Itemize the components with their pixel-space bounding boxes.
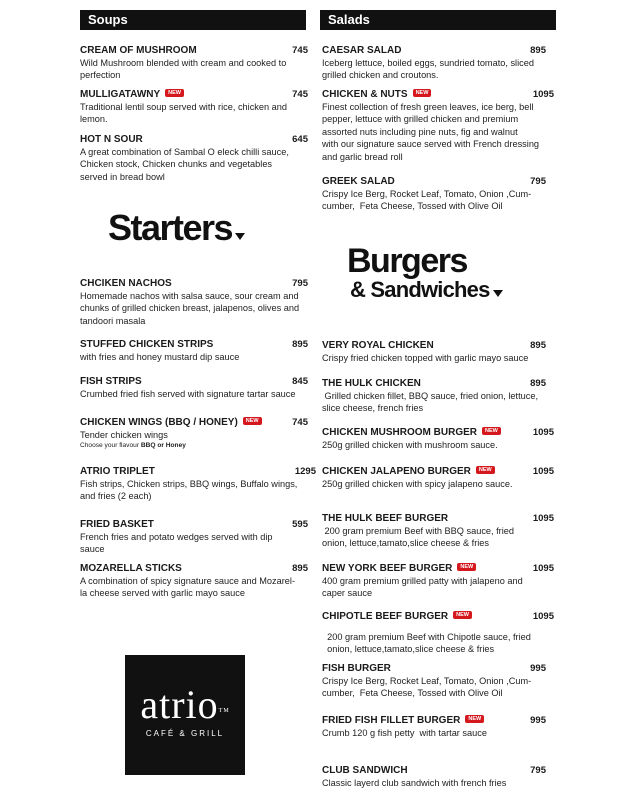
item-name-text: CAESAR SALAD <box>322 45 402 56</box>
item-name <box>80 375 316 388</box>
starters-title: Starters <box>108 207 233 248</box>
menu-item <box>80 562 316 600</box>
item-description-line: 400 gram premium grilled patty with jalapeno and <box>322 576 523 586</box>
item-description-line: Grilled chicken fillet, BBQ sauce, fried onion, lettuce, <box>322 391 539 401</box>
item-description-line: tandoori masala <box>80 315 146 326</box>
item-price: 645 <box>292 134 308 145</box>
item-name-text: CREAM OF MUSHROOM <box>80 45 197 56</box>
item-name-text: THE HULK BEEF BURGER <box>322 513 449 524</box>
salads-title: Salads <box>328 12 370 27</box>
item-description-line: la cheese served with garlic mayo sauce <box>80 588 245 599</box>
item-description-line: Crispy fried chicken topped with garlic mayo sauce <box>322 353 529 363</box>
menu-item <box>322 714 554 739</box>
item-description-line: chunks of grilled chicken breast, jalapenos, olives and <box>80 303 300 314</box>
item-name-text: CLUB SANDWICH <box>322 765 408 776</box>
item-price: 1095 <box>532 513 554 524</box>
menu-item <box>80 338 316 363</box>
menu-item <box>322 175 554 213</box>
item-name <box>322 610 554 623</box>
item-price: 595 <box>292 519 308 530</box>
item-name-text: GREEK SALAD <box>322 176 395 187</box>
item-price: 795 <box>530 176 546 187</box>
burgers-heading <box>347 244 467 278</box>
item-price: 995 <box>530 663 546 674</box>
menu-item <box>322 465 554 490</box>
menu-item <box>322 512 554 550</box>
item-description-line: with fries and honey mustard dip sauce <box>80 352 240 362</box>
item-description-line: Crispy Ice Berg, Rocket Leaf, Tomato, Onion ,Cum- <box>322 676 532 686</box>
new-badge: NEW <box>482 427 501 435</box>
item-name <box>322 339 554 352</box>
item-description-line: cumber, Feta Cheese, Tossed with Olive Oil <box>322 201 503 212</box>
menu-item <box>322 339 554 364</box>
item-price: 895 <box>530 45 546 56</box>
item-name <box>322 426 554 439</box>
item-description-line: Traditional lentil soup served with rice, chicken and <box>80 102 287 112</box>
item-name <box>80 44 316 57</box>
item-name <box>80 133 316 146</box>
menu-item <box>322 426 554 451</box>
soups-title: Soups <box>88 12 128 27</box>
item-price: 745 <box>292 45 308 56</box>
item-name-text: CHIPOTLE BEEF BURGER <box>322 611 449 622</box>
menu-item <box>80 375 316 400</box>
item-price: 795 <box>292 278 308 289</box>
menu-item <box>80 465 316 503</box>
item-price: 1095 <box>532 563 554 574</box>
item-description-line: Finest collection of fresh green leaves, ice berg, bell <box>322 102 534 112</box>
item-description-line: A combination of spicy signature sauce and Mozarel- <box>80 576 295 586</box>
item-description-line: caper sauce <box>322 588 373 599</box>
item-price: 845 <box>292 376 308 387</box>
item-note-bold: BBQ or Honey <box>140 442 186 450</box>
logo-tagline: CAFÉ & GRILL <box>145 729 225 738</box>
item-description-line: Wild Mushroom blended with cream and cooked to <box>80 58 287 68</box>
new-badge: NEW <box>243 417 262 425</box>
item-price: 895 <box>530 378 546 389</box>
item-name-text: CHCIKEN NACHOS <box>80 278 172 289</box>
item-description-line: Fish strips, Chicken strips, BBQ wings, Buffalo wings, <box>80 479 298 489</box>
item-name <box>322 44 554 57</box>
burgers-title-line1: Burgers <box>347 242 467 280</box>
item-description-line: grilled chicken and croutons. <box>322 70 439 81</box>
item-price: 1295 <box>294 466 316 477</box>
item-price: 1095 <box>532 466 554 477</box>
new-badge: NEW <box>165 89 184 97</box>
menu-item <box>80 133 316 183</box>
item-name <box>322 714 554 727</box>
menu-item <box>322 562 554 600</box>
logo-word: atrio <box>140 682 219 727</box>
item-description-line: onion, lettuce,tamato,slice cheese & fries <box>322 644 495 655</box>
new-badge: NEW <box>476 466 495 474</box>
item-name <box>80 518 316 531</box>
item-description-line: Tender chicken wings <box>80 430 168 440</box>
item-description-line: Crumbed fried fish served with signature tartar sauce <box>80 389 296 399</box>
item-name <box>80 562 316 575</box>
item-name <box>80 465 316 478</box>
menu-item <box>80 277 316 327</box>
item-name-text: CHICKEN & NUTS <box>322 89 408 100</box>
item-price: 795 <box>530 765 546 776</box>
menu-item <box>322 44 554 82</box>
item-description-line: pepper, lettuce with grilled chicken and premium <box>322 114 519 125</box>
menu-item <box>80 44 316 82</box>
item-description-line: served in bread bowl <box>80 171 165 182</box>
item-name <box>322 88 554 101</box>
item-description-line: Chicken stock, Chicken chunks and vegetables <box>80 159 273 170</box>
item-description-line: onion, lettuce,tamato,slice cheese & fries <box>322 538 489 549</box>
item-name-text: MULLIGATAWNY <box>80 89 161 100</box>
item-name-text: ATRIO TRIPLET <box>80 466 155 477</box>
item-name <box>322 662 554 675</box>
item-description-line: Homemade nachos with salsa sauce, sour cream and <box>80 291 299 301</box>
item-description-line: and garlic bread roll <box>322 151 403 162</box>
item-price: 895 <box>530 340 546 351</box>
item-description-line: lemon. <box>80 114 108 125</box>
item-name-text: MOZARELLA STICKS <box>80 563 182 574</box>
menu-item <box>322 377 554 415</box>
item-price: 895 <box>292 339 308 350</box>
item-description-line: sauce <box>80 544 105 555</box>
item-name-text: CHICKEN MUSHROOM BURGER <box>322 427 477 438</box>
item-name-text: THE HULK CHICKEN <box>322 378 421 389</box>
item-note <box>80 441 316 450</box>
item-description-line: Classic layerd club sandwich with french fries <box>322 778 507 788</box>
triangle-down-icon <box>235 233 245 240</box>
burgers-title-line2: & Sandwiches <box>350 277 490 302</box>
item-name-text: STUFFED CHICKEN STRIPS <box>80 339 214 350</box>
new-badge: NEW <box>453 611 472 619</box>
item-name-text: FRIED BASKET <box>80 519 154 530</box>
item-price: 895 <box>292 563 308 574</box>
item-description-line: with our signature sauce served with French dressing <box>322 139 540 150</box>
item-description-line: Iceberg lettuce, boiled eggs, sundried tomato, sliced <box>322 58 534 68</box>
item-note-text: Choose your flavour <box>80 442 141 450</box>
item-description-line: Crispy Ice Berg, Rocket Leaf, Tomato, Onion ,Cum- <box>322 189 532 199</box>
item-price: 745 <box>292 417 308 428</box>
menu-item <box>80 518 316 556</box>
item-description-line: A great combination of Sambal O eleck chilli sauce, <box>80 147 289 157</box>
item-description-line: 200 gram premium Beef with Chipotle sauce, fried <box>322 632 531 642</box>
logo-tm: TM <box>218 708 230 714</box>
item-name-text: VERY ROYAL CHICKEN <box>322 340 434 351</box>
item-description-line: perfection <box>80 70 121 81</box>
item-name <box>322 512 554 525</box>
new-badge: NEW <box>457 563 476 571</box>
triangle-down-icon <box>493 290 503 297</box>
menu-item <box>322 610 554 656</box>
item-name-text: FISH STRIPS <box>80 376 142 387</box>
item-price: 745 <box>292 89 308 100</box>
item-description-line: and fries (2 each) <box>80 491 152 502</box>
item-name-text: NEW YORK BEEF BURGER <box>322 563 453 574</box>
item-name <box>80 277 316 290</box>
item-description-line: French fries and potato wedges served with dip <box>80 532 273 542</box>
menu-item <box>322 662 554 700</box>
salads-header <box>320 10 556 30</box>
item-description-line <box>322 623 554 631</box>
item-name <box>80 338 316 351</box>
starters-heading <box>108 208 245 248</box>
item-description-line: 250g grilled chicken with mushroom sauce. <box>322 440 498 450</box>
item-name <box>80 88 316 101</box>
item-name <box>322 175 554 188</box>
item-price: 1095 <box>532 611 554 622</box>
item-description-line: Crumb 120 g fish petty with tartar sauce <box>322 728 487 738</box>
item-name <box>322 377 554 390</box>
item-name <box>322 465 554 478</box>
item-price: 1095 <box>532 427 554 438</box>
item-name-text: FISH BURGER <box>322 663 391 674</box>
item-description-line: slice cheese, french fries <box>322 403 424 414</box>
menu-item <box>80 416 316 450</box>
atrio-logo <box>125 655 245 775</box>
new-badge: NEW <box>413 89 432 97</box>
sandwiches-heading <box>350 278 503 302</box>
item-name <box>322 764 554 777</box>
item-name <box>80 416 316 429</box>
item-description-line: cumber, Feta Cheese, Tossed with Olive Oil <box>322 688 503 699</box>
item-name-text: FRIED FISH FILLET BURGER <box>322 715 461 726</box>
menu-item <box>322 764 554 789</box>
item-name <box>322 562 554 575</box>
item-name-text: CHICKEN WINGS (BBQ / HONEY) <box>80 417 238 428</box>
menu-item <box>322 88 554 163</box>
item-description-line: 200 gram premium Beef with BBQ sauce, fried <box>322 526 514 536</box>
item-price: 1095 <box>532 89 554 100</box>
item-description-line: assorted nuts including pine nuts, fig and walnut <box>322 126 518 137</box>
menu-item <box>80 88 316 126</box>
item-name-text: CHICKEN JALAPENO BURGER <box>322 466 471 477</box>
new-badge: NEW <box>465 715 484 723</box>
item-description-line: 250g grilled chicken with spicy jalapeno sauce. <box>322 479 513 489</box>
item-price: 995 <box>530 715 546 726</box>
item-name-text: HOT N SOUR <box>80 134 143 145</box>
soups-header <box>80 10 306 30</box>
